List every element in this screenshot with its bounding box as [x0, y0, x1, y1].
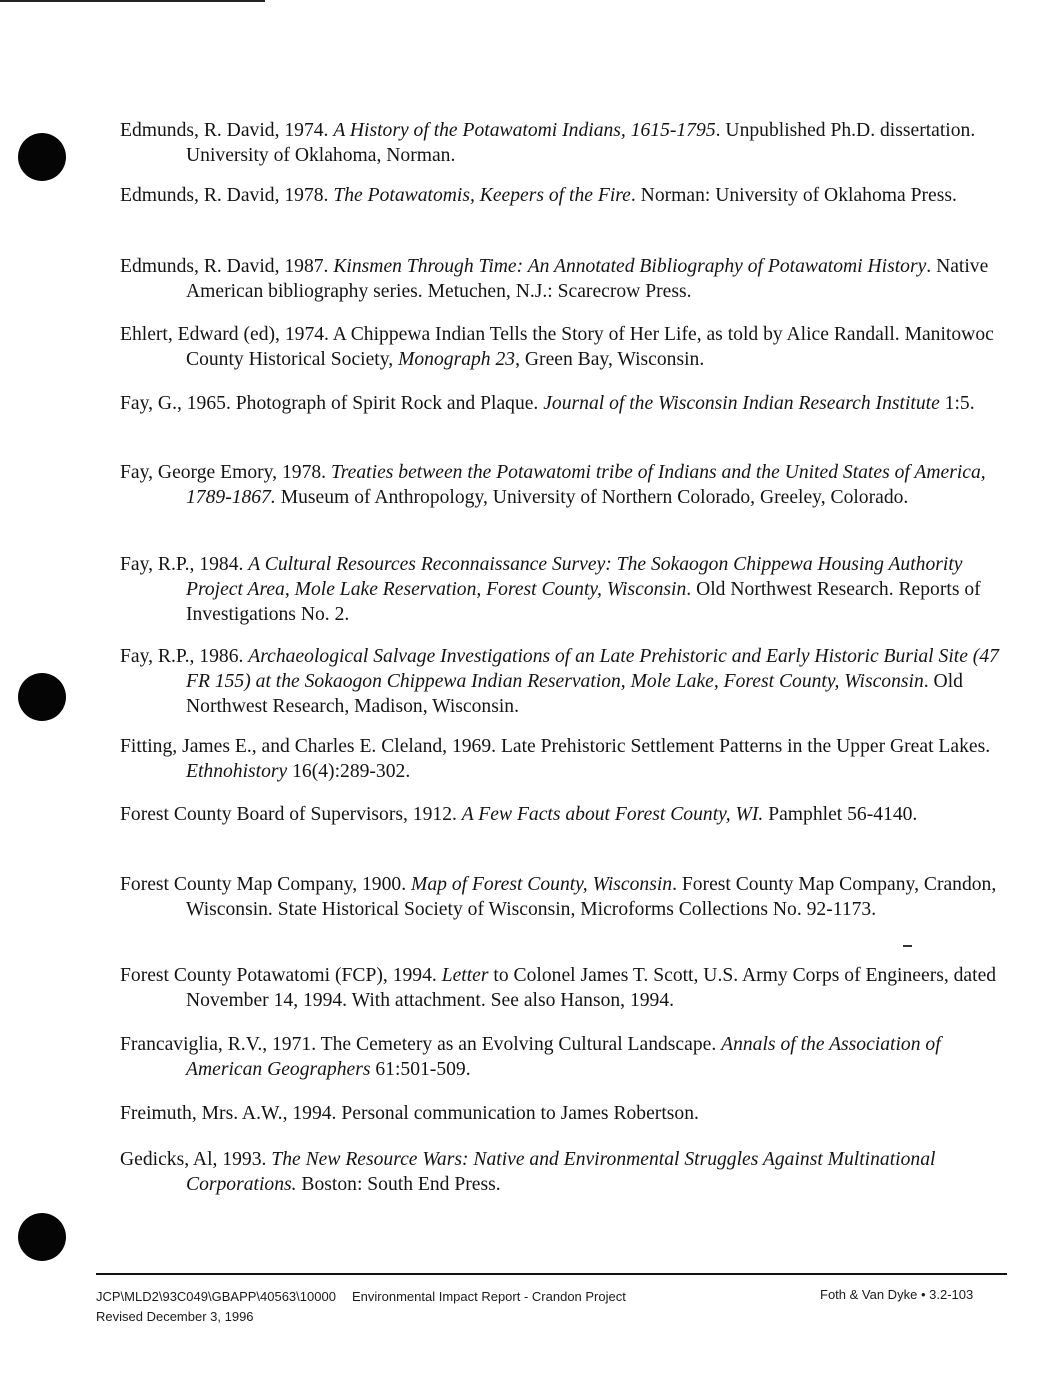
stray-mark	[903, 945, 912, 947]
footer-revised-date: Revised December 3, 1996	[96, 1309, 254, 1324]
footer-page-ref	[820, 1287, 973, 1302]
reference-entry: Fitting, James E., and Charles E. Cleland, 1969. Late Prehistoric Settlement Patterns in the Upper Great Lakes. Ethnohistory 16(4):289-302.	[120, 736, 991, 782]
reference-entry: Gedicks, Al, 1993. The New Resource Wars: Native and Environmental Struggles Against Multinational Corporations. Boston: South End Press.	[120, 1149, 936, 1195]
reference-entry: Fay, G., 1965. Photograph of Spirit Rock and Plaque. Journal of the Wisconsin Indian Research Institute 1:5.	[120, 393, 975, 414]
reference-entry: Forest County Map Company, 1900. Map of Forest County, Wisconsin. Forest County Map Company, Crandon, Wisconsin. State Historical Society of Wisconsin, Microforms Collections No. 92-1173.	[120, 874, 997, 920]
footer-bullet: •	[920, 1287, 926, 1302]
reference-entry: Forest County Board of Supervisors, 1912. A Few Facts about Forest County, WI. Pamphlet 56-4140.	[120, 804, 918, 825]
reference-entry: Edmunds, R. David, 1974. A History of the Potawatomi Indians, 1615-1795. Unpublished Ph.D. dissertation. University of Oklahoma, Norman.	[120, 120, 976, 166]
reference-entry: Edmunds, R. David, 1987. Kinsmen Through Time: An Annotated Bibliography of Potawatomi History. Native American bibliography series. Metuchen, N.J.: Scarecrow Press.	[120, 256, 989, 302]
reference-entry: Edmunds, R. David, 1978. The Potawatomis, Keepers of the Fire. Norman: University of Oklahoma Press.	[120, 185, 957, 206]
reference-entry: Forest County Potawatomi (FCP), 1994. Letter to Colonel James T. Scott, U.S. Army Corps of Engineers, dated November 14, 1994. With attachment. See also Hanson, 1994.	[120, 965, 997, 1011]
reference-entry: Francaviglia, R.V., 1971. The Cemetery as an Evolving Cultural Landscape. Annals of the Association of American Geographers 61:501-509.	[120, 1034, 941, 1080]
reference-entry: Fay, R.P., 1984. A Cultural Resources Reconnaissance Survey: The Sokaogon Chippewa Housing Authority Project Area, Mole Lake Reservation, Forest County, Wisconsin. Old Northwest Research. Reports of Investigations No. 2.	[120, 554, 981, 625]
punch-hole-top	[18, 133, 66, 181]
footer-rule	[96, 1273, 1007, 1275]
footer-page-number: 3.2-103	[929, 1287, 974, 1302]
punch-hole-middle	[18, 673, 66, 721]
footer-path: JCP\MLD2\93C049\GBAPP\40563\10000	[96, 1289, 336, 1304]
reference-entry: Fay, George Emory, 1978. Treaties between the Potawatomi tribe of Indians and the United States of America, 1789-1867. Museum of Anthropology, University of Northern Colorado, Greeley, Colorado.	[120, 462, 986, 508]
punch-hole-bottom	[18, 1213, 66, 1261]
reference-entry: Freimuth, Mrs. A.W., 1994. Personal communication to James Robertson.	[120, 1103, 699, 1124]
reference-entry: Fay, R.P., 1986. Archaeological Salvage Investigations of an Late Prehistoric and Early Historic Burial Site (47 FR 155) at the Sokaogon Chippewa Indian Reservation, Mole Lake, Forest County, Wisconsin. Old Northwest Research, Madison, Wisconsin.	[120, 646, 999, 717]
footer-report-title: Environmental Impact Report - Crandon Project	[352, 1289, 626, 1304]
footer-firm: Foth & Van Dyke	[820, 1287, 918, 1302]
reference-entry: Ehlert, Edward (ed), 1974. A Chippewa Indian Tells the Story of Her Life, as told by Alice Randall. Manitowoc County Historical Society, Monograph 23, Green Bay, Wisconsin.	[120, 324, 994, 370]
top-rule	[0, 0, 265, 2]
